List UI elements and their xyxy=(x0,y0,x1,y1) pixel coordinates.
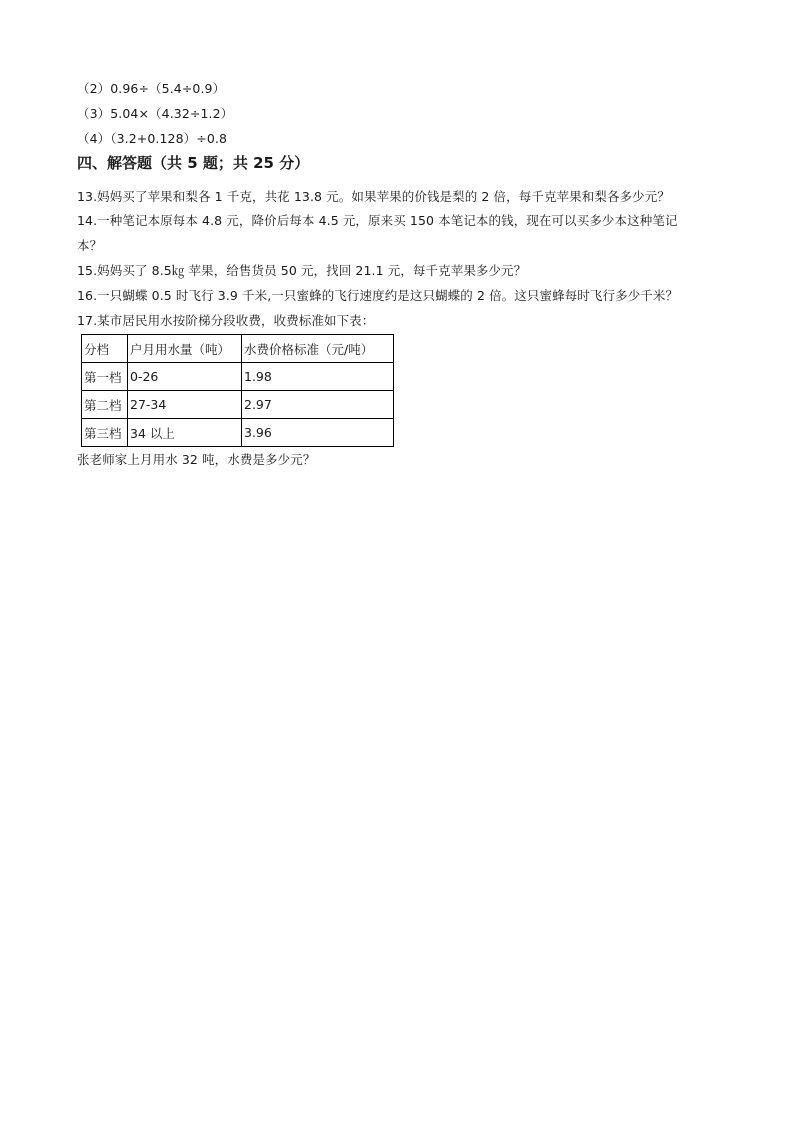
table-header-cell: 分档 xyxy=(82,335,128,363)
table-cell: 3.96 xyxy=(242,419,394,447)
problem-16: 16.一只蝴蝶 0.5 时飞行 3.9 千米,一只蜜蜂的飞行速度约是这只蝴蝶的 2 倍。这只蜜蜂每时飞行多少千米？ xyxy=(77,288,679,303)
table-cell: 34 以上 xyxy=(128,419,242,447)
table-cell: 27-34 xyxy=(128,391,242,419)
table-header-cell: 户月用水量（吨） xyxy=(128,335,242,363)
table-row xyxy=(82,363,394,391)
calculation-item-3: （3）5.04×（4.32÷1.2） xyxy=(77,106,234,121)
table-header-cell: 水费价格标准（元/吨） xyxy=(242,335,394,363)
table-cell: 第二档 xyxy=(82,391,128,419)
problem-14: 14.一种笔记本原每本 4.8 元，降价后每本 4.5 元，原来买 150 本笔记本的钱，现在可以买多少本这种笔记 xyxy=(77,213,678,228)
water-fee-table xyxy=(81,334,394,447)
table-cell: 1.98 xyxy=(242,363,394,391)
table-row xyxy=(82,391,394,419)
table-cell: 2.97 xyxy=(242,391,394,419)
table-cell: 第一档 xyxy=(82,363,128,391)
problem-14-continued: 本？ xyxy=(77,238,103,253)
final-question: 张老师家上月用水 32 吨，水费是多少元？ xyxy=(77,452,316,467)
table-row xyxy=(82,419,394,447)
problem-17: 17.某市居民用水按阶梯分段收费，收费标准如下表： xyxy=(77,313,375,328)
calculation-item-4: （4）（3.2+0.128）÷0.8 xyxy=(77,131,227,146)
section-heading: 四、解答题（共 5 题；共 25 分） xyxy=(77,154,310,172)
problem-13: 13.妈妈买了苹果和梨各 1 千克，共花 13.8 元。如果苹果的价钱是梨的 2 倍，每千克苹果和梨各多少元？ xyxy=(77,189,670,204)
problem-15: 15.妈妈买了 8.5㎏ 苹果，给售货员 50 元，找回 21.1 元，每千克苹果多少元？ xyxy=(77,263,527,278)
table-header-row xyxy=(82,335,394,363)
table-cell: 第三档 xyxy=(82,419,128,447)
calculation-item-2: （2）0.96÷（5.4÷0.9） xyxy=(77,81,226,96)
table-cell: 0-26 xyxy=(128,363,242,391)
